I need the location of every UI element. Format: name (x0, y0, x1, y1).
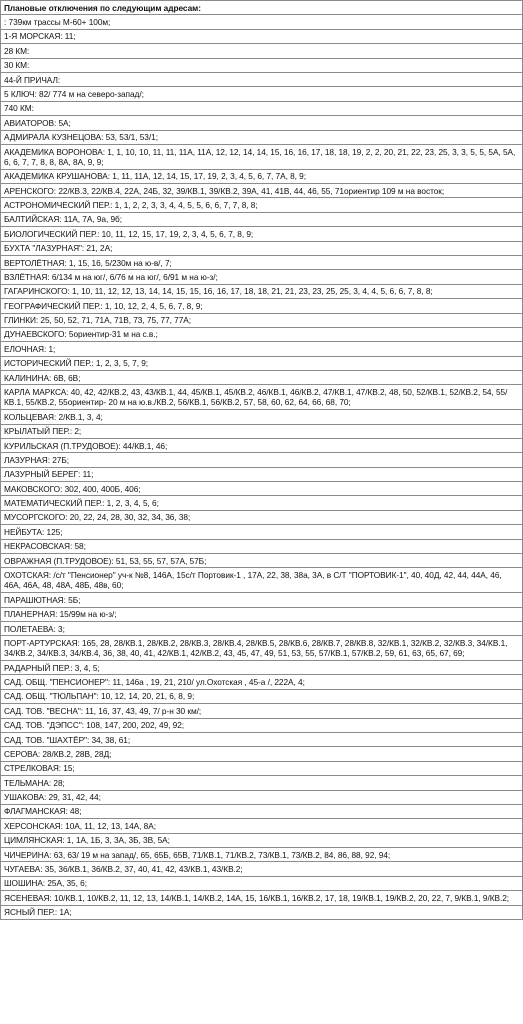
address-row: НЕКРАСОВСКАЯ: 58; (1, 540, 522, 554)
address-row: САД. ТОВ. "ВЕСНА": 11, 16, 37, 43, 49, 7/ р-н 30 км/; (1, 704, 522, 718)
address-row: КРЫЛАТЫЙ ПЕР.: 2; (1, 425, 522, 439)
address-row: ЯСНЫЙ ПЕР.: 1А; (1, 906, 522, 920)
address-row: ГЕОГРАФИЧЕСКИЙ ПЕР.: 1, 10, 12, 2, 4, 5, 6, 7, 8, 9; (1, 299, 522, 313)
table-title: Плановые отключения по следующим адресам: (1, 0, 522, 15)
address-row: ЯСЕНЕВАЯ: 10/КВ.1, 10/КВ.2, 11, 12, 13, 14/КВ.1, 14/КВ.2, 14А, 15, 16/КВ.1, 16/КВ.2, 17, 18, 19/КВ.1, 19/КВ.2, 20, 22, 7, 9/КВ.1, 9/КВ.2; (1, 891, 522, 905)
address-row: САД. ТОВ. "ДЭПСС": 108, 147, 200, 202, 49, 92; (1, 719, 522, 733)
address-row: СЕРОВА: 28/КВ.2, 28В, 28Д; (1, 747, 522, 761)
address-row: УШАКОВА: 29, 31, 42, 44; (1, 791, 522, 805)
address-row: КАЛИНИНА: 6В, 6В; (1, 371, 522, 385)
address-row: СТРЕЛКОВАЯ: 15; (1, 762, 522, 776)
address-row: САД. ОБЩ. "ТЮЛЬПАН": 10, 12, 14, 20, 21, 6, 8, 9; (1, 690, 522, 704)
address-row: ГЛИНКИ: 25, 50, 52, 71, 71А, 71В, 73, 75, 77, 77А; (1, 314, 522, 328)
address-row: КОЛЬЦЕВАЯ: 2/КВ.1, 3, 4; (1, 410, 522, 424)
address-row: 1-Я МОРСКАЯ: 11; (1, 30, 522, 44)
address-row: ХЕРСОНСКАЯ: 10А, 11, 12, 13, 14А, 8А; (1, 819, 522, 833)
address-row: АРЕНСКОГО: 22/КВ.3, 22/КВ.4, 22А, 24Б, 32, 39/КВ.1, 39/КВ.2, 39А, 41, 41В, 44, 46, 55, 71ориентир 109 м на восток; (1, 184, 522, 198)
address-row: ВЗЛЁТНАЯ: 6/134 м на юг/, 6/76 м на юг/, 6/91 м на ю-з/; (1, 270, 522, 284)
address-row: АКАДЕМИКА КРУШАНОВА: 1, 11, 11А, 12, 14, 15, 17, 19, 2, 3, 4, 5, 6, 7, 7А, 8, 9; (1, 170, 522, 184)
address-row: ВЕРТОЛЁТНАЯ: 1, 15, 16, 5/230м на ю-в/, 7; (1, 256, 522, 270)
address-row: МАТЕМАТИЧЕСКИЙ ПЕР.: 1, 2, 3, 4, 5, 6; (1, 496, 522, 510)
address-row: САД. ОБЩ. "ПЕНСИОНЕР": 11, 146а , 19, 21, 210/ ул.Охотская , 45-а /, 222А, 4; (1, 675, 522, 689)
address-row: САД. ТОВ. "ШАХТЁР": 34, 38, 61; (1, 733, 522, 747)
address-row: МУСОРГСКОГО: 20, 22, 24, 28, 30, 32, 34, 36, 38; (1, 511, 522, 525)
address-row: ДУНАЕВСКОГО: 5ориентир-31 м на с.в.; (1, 328, 522, 342)
address-row: ОХОТСКАЯ: /с/т "Пенсионер" уч-к №8, 146А, 15с/т Портовик-1 , 17А, 22, 38, 38а, 3А, в С/Т "ПОРТОВИК-1", 40, 40Д, 42, 44, 44А, 46, 46А, 46А, 48, 48А, 48Б, 48в, 60; (1, 568, 522, 593)
address-row: ТЕЛЬМАНА: 28; (1, 776, 522, 790)
address-row: ШОШИНА: 25А, 35, 6; (1, 877, 522, 891)
address-row: ЧУГАЕВА: 35, 36/КВ.1, 36/КВ.2, 37, 40, 41, 42, 43/КВ.1, 43/КВ.2; (1, 862, 522, 876)
address-row: ПЛАНЕРНАЯ: 15/99м на ю-з/; (1, 608, 522, 622)
address-row: ИСТОРИЧЕСКИЙ ПЕР.: 1, 2, 3, 5, 7, 9; (1, 357, 522, 371)
address-row: БАЛТИЙСКАЯ: 11А, 7А, 9а, 9б; (1, 213, 522, 227)
address-row: ПОРТ-АРТУРСКАЯ: 165, 28, 28/КВ.1, 28/КВ.2, 28/КВ.3, 28/КВ.4, 28/КВ.5, 28/КВ.6, 28/КВ.7, 28/КВ.8, 32/КВ.1, 32/КВ.2, 32/КВ.3, 34/КВ.1, 34/КВ.2, 34/КВ.3, 34/КВ.4, 36, 38, 40, 41, 42/КВ.1, 42/КВ.2, 43, 45, 47, 49, 51, 53, 55, 57/КВ.1, 57/КВ.2, 59, 61, 63, 65, 67, 69; (1, 636, 522, 661)
address-row: : 739км трассы М-60+ 100м; (1, 15, 522, 29)
address-row: КАРЛА МАРКСА: 40, 42, 42/КВ.2, 43, 43/КВ.1, 44, 45/КВ.1, 45/КВ.2, 46/КВ.1, 46/КВ.2, 47/КВ.1, 47/КВ.2, 48, 50, 52/КВ.1, 52/КВ.2, 54, 55/КВ.1, 55/КВ.2, 55ориентир- 20 м на ю.в./КВ.2, 56/КВ.1, 56/КВ.2, 57, 58, 60, 62, 64, 66, 68, 70; (1, 385, 522, 410)
address-row: ФЛАГМАНСКАЯ: 48; (1, 805, 522, 819)
address-row: НЕЙБУТА: 125; (1, 525, 522, 539)
address-row: ГАГАРИНСКОГО: 1, 10, 11, 12, 12, 13, 14, 14, 15, 15, 16, 16, 17, 18, 18, 21, 21, 23, 23, 25, 25, 3, 4, 4, 5, 6, 6, 7, 8, 8; (1, 285, 522, 299)
address-row: 28 КМ: (1, 44, 522, 58)
address-row: АДМИРАЛА КУЗНЕЦОВА: 53, 53/1, 53/1; (1, 131, 522, 145)
address-row: БУХТА "ЛАЗУРНАЯ": 21, 2А; (1, 242, 522, 256)
address-row: БИОЛОГИЧЕСКИЙ ПЕР.: 10, 11, 12, 15, 17, 19, 2, 3, 4, 5, 6, 7, 8, 9; (1, 227, 522, 241)
address-row: 44-Й ПРИЧАЛ: (1, 73, 522, 87)
address-row: ПАРАШЮТНАЯ: 5Б; (1, 593, 522, 607)
address-row: ЦИМЛЯНСКАЯ: 1, 1А, 1Б, 3, 3А, 3Б, 3В, 5А; (1, 834, 522, 848)
address-row: КУРИЛЬСКАЯ (П.ТРУДОВОЕ): 44/КВ.1, 46; (1, 439, 522, 453)
address-row: ПОЛЕТАЕВА: 3; (1, 622, 522, 636)
address-row: АСТРОНОМИЧЕСКИЙ ПЕР.: 1, 1, 2, 2, 3, 3, 4, 4, 5, 5, 6, 6, 7, 7, 8, 8; (1, 198, 522, 212)
address-row: ЛАЗУРНАЯ: 27Б; (1, 453, 522, 467)
address-row: РАДАРНЫЙ ПЕР.: 3, 4, 5; (1, 661, 522, 675)
address-row: 5 КЛЮЧ: 82/ 774 м на северо-запад/; (1, 87, 522, 101)
address-row: 740 КМ: (1, 102, 522, 116)
address-row: ОВРАЖНАЯ (П.ТРУДОВОЕ): 51, 53, 55, 57, 57А, 57Б; (1, 554, 522, 568)
address-rows (1, 15, 522, 920)
address-row: АКАДЕМИКА ВОРОНОВА: 1, 1, 10, 10, 11, 11, 11А, 11А, 12, 12, 14, 14, 15, 16, 16, 17, 18, 18, 19, 2, 2, 20, 21, 22, 23, 25, 3, 3, 5, 5, 5А, 5А, 6, 6, 7, 7, 8, 8, 8А, 8А, 9, 9; (1, 145, 522, 170)
address-row: ЧИЧЕРИНА: 63, 63/ 19 м на запад/, 65, 65Б, 65В, 71/КВ.1, 71/КВ.2, 73/КВ.1, 73/КВ.2, 84, 86, 88, 92, 94; (1, 848, 522, 862)
address-row: МАКОВСКОГО: 302, 400, 400Б, 406; (1, 482, 522, 496)
address-row: ЕЛОЧНАЯ: 1; (1, 342, 522, 356)
address-row: ЛАЗУРНЫЙ БЕРЕГ: 11; (1, 468, 522, 482)
address-row: АВИАТОРОВ: 5А; (1, 116, 522, 130)
address-row: 30 КМ: (1, 59, 522, 73)
